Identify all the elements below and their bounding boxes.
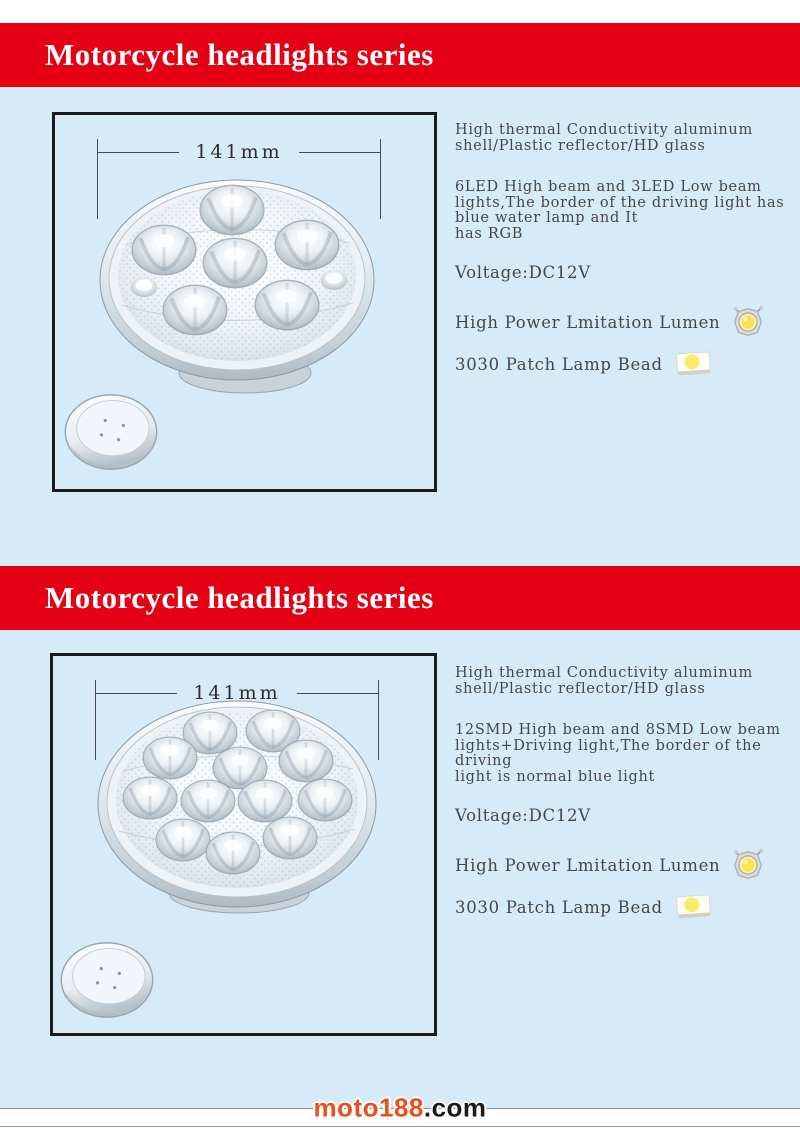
spec-voltage: Voltage:DC12V [455, 263, 591, 282]
small-lens-dimple [321, 270, 347, 290]
reflector-cup [238, 780, 292, 822]
reflector-cup [156, 819, 210, 861]
smd-3030-chip-icon [672, 893, 716, 921]
reflector-cup [123, 777, 177, 819]
dimension-annotation [95, 680, 379, 760]
headlight-back-photo [61, 943, 152, 1017]
dimension-tick-right [378, 680, 379, 760]
spec-lumen: High Power Lmitation Lumen [455, 847, 767, 883]
reflector-cup [181, 780, 235, 822]
reflector-cup [298, 779, 352, 821]
headlight-back-photo [65, 395, 156, 469]
spec-paragraph-beams: 6LED High beam and 3LED Low beam lights,The border of the driving light has blue water lamp and It has RGB [455, 179, 785, 242]
reflector-cup [132, 225, 196, 274]
brand-domain: .com [423, 1092, 487, 1123]
product-section-1 [0, 23, 800, 566]
reflector-cup [275, 220, 339, 269]
dimension-rule [98, 141, 380, 163]
top-white-strip [0, 0, 800, 23]
high-power-led-bead-icon [729, 847, 767, 883]
bottom-border-line [0, 1126, 800, 1127]
product-photo-box [52, 112, 437, 492]
section-banner [0, 566, 800, 630]
product-photo-box [50, 653, 437, 1036]
brand-name: moto188 [313, 1092, 424, 1123]
dimension-label: 141mm [195, 141, 283, 163]
reflector-cup [206, 832, 260, 874]
dimension-label: 141mm [193, 682, 281, 704]
spec-lamp-bead: 3030 Patch Lamp Bead [455, 893, 716, 921]
dimension-annotation [97, 139, 381, 219]
spec-lumen: High Power Lmitation Lumen [455, 304, 767, 340]
spec-paragraph-material: High thermal Conductivity aluminum shell/Plastic reflector/HD glass [455, 665, 753, 697]
banner-title: Motorcycle headlights series [45, 580, 434, 615]
site-watermark [0, 1093, 800, 1124]
banner-title: Motorcycle headlights series [45, 37, 434, 72]
dimension-tick-right [380, 139, 381, 219]
small-lens-dimple [131, 277, 157, 297]
spec-lamp-bead: 3030 Patch Lamp Bead [455, 350, 716, 378]
spec-voltage: Voltage:DC12V [455, 806, 591, 825]
product-section-2 [0, 566, 800, 1108]
high-power-led-bead-icon [729, 304, 767, 340]
reflector-cup [255, 280, 319, 329]
dimension-rule [96, 682, 378, 704]
reflector-cup [203, 238, 267, 287]
spec-paragraph-material: High thermal Conductivity aluminum shell/Plastic reflector/HD glass [455, 122, 753, 154]
smd-3030-chip-icon [672, 350, 716, 378]
reflector-cup [263, 817, 317, 859]
spec-paragraph-beams: 12SMD High beam and 8SMD Low beam lights+Driving light,The border of the driving light is normal blue light [455, 722, 781, 785]
reflector-cup [163, 285, 227, 334]
section-banner [0, 23, 800, 87]
